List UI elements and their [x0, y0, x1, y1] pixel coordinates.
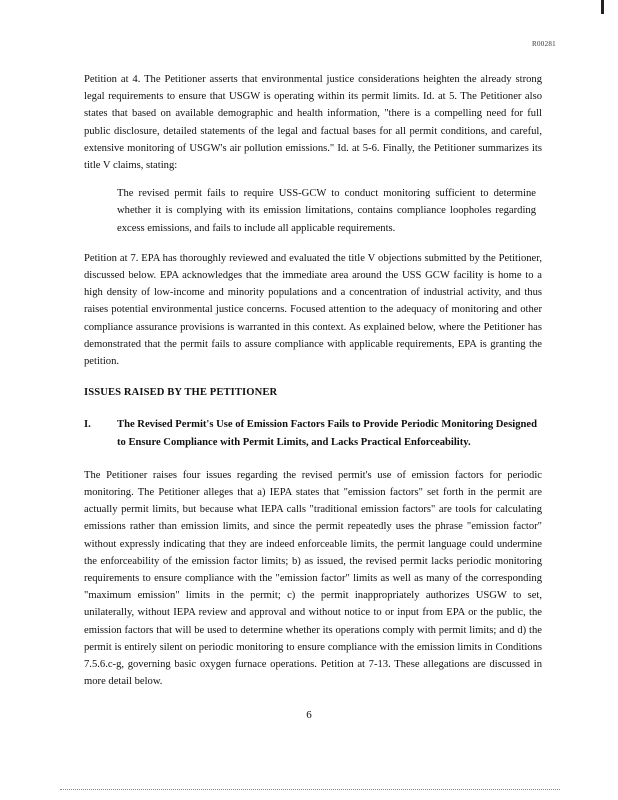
- paragraph-petition-summary: Petition at 4. The Petitioner asserts that environmental justice considerations heighten the already strong legal requirements to ensure that USGW is operating within its permit limits. Id. at 5. The Petitioner also states that based on available demographic and health information, "there is a compelling need for full public disclosure, detailed statements of the legal and factual bases for all permit conditions, and careful, extensive monitoring of USGW's air pollution emissions." Id. at 5-6. Finally, the Petitioner summarizes its title V claims, stating:: [84, 74, 542, 172]
- subsection-title: The Revised Permit's Use of Emission Factors Fails to Provide Periodic Monitoring Designed to Ensure Compliance with Permit Limits, and Lacks Practical Enforceability.: [117, 419, 537, 448]
- section-heading: ISSUES RAISED BY THE PETITIONER: [84, 387, 278, 399]
- block-quote: The revised permit fails to require USS-GCW to conduct monitoring sufficient to determine whether it is complying with its emission limitations, contains compliance loopholes regarding excess emissions, and fails to include all applicable requirements.: [117, 188, 536, 234]
- subsection-number: I.: [84, 419, 91, 431]
- paragraph-epa-response: Petition at 7. EPA has thoroughly reviewed and evaluated the title V objections submitted by the Petitioner, discussed below. EPA acknowledges that the immediate area around the USS GCW facility is home to a high density of low-income and minority populations and a concentration of industrial activity, and thus raises potential environmental justice concerns. Focused attention to the adequacy of monitoring and other compliance assurance provisions is warranted in this context. As explained below, where the Petitioner has demonstrated that the permit fails to assure compliance with applicable requirements, EPA is granting the petition.: [84, 252, 542, 368]
- subsection-heading: [84, 416, 542, 450]
- scan-mark: [601, 0, 604, 14]
- page-number: 6: [306, 709, 312, 721]
- scan-edge-line: [60, 788, 560, 790]
- paragraph-emission-factors: The Petitioner raises four issues regarding the revised permit's use of emission factors for periodic monitoring. The Petitioner alleges that a) IEPA states that "emission factors" set forth in the permit are actually permit limits, but because what IEPA calls "traditional emission factors" are tools for calculating emissions rather than emission limits, and since the permit repeatedly uses the phrase "emission factor" without expressly indicating that they are indeed enforceable limits, the permit language could undermine the enforceability of the emission factor limits; b) as issued, the revised permit lacks periodic monitoring requirements to ensure compliance with the "emission factor" limits as well as many of the corresponding "maximum emission" limits in the permit; c) the permit inappropriately authorizes USGW to set, unilaterally, without IEPA review and approval and without notice to or input from EPA or the public, the emission factors that will be used to determine whether its operations comply with permit limits; and d) the permit is entirely silent on periodic monitoring to ensure compliance with the emission limits in Conditions 7.5.6.c-g, governing basic oxygen furnace operations. Petition at 7-13. These allegations are discussed in more detail below.: [84, 469, 542, 688]
- page-reference: R00281: [532, 40, 556, 48]
- document-body: [84, 71, 542, 691]
